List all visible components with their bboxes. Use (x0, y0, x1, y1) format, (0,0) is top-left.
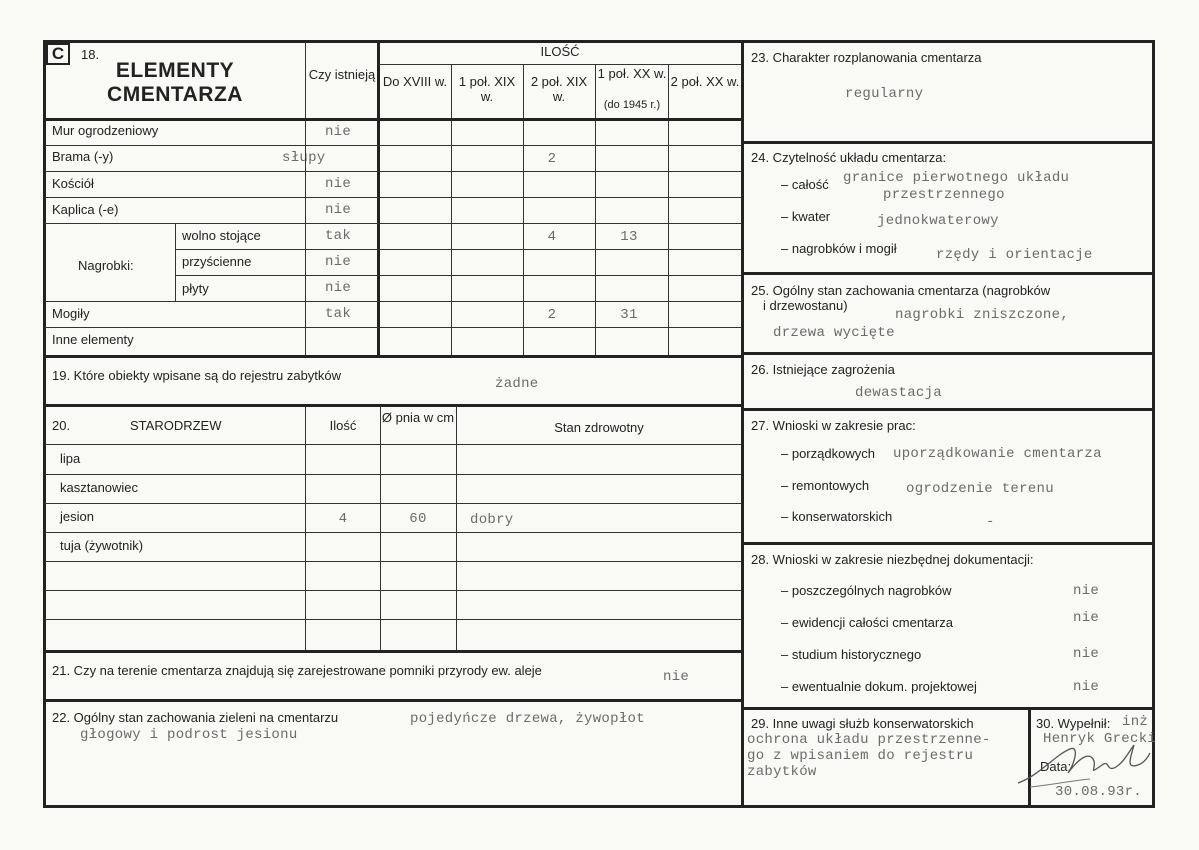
value-wolno-1pol-xx: 13 (620, 229, 638, 245)
grid-line (45, 171, 741, 172)
grid-line (45, 223, 741, 224)
grid-line (45, 327, 741, 328)
row-label-mogily: Mogiły (52, 306, 90, 321)
grid-line (377, 42, 380, 356)
q20-col-state: Stan zdrowotny (554, 420, 644, 435)
q28-item-3-value: nie (1073, 646, 1100, 662)
tree-jesion-state: dobry (470, 512, 514, 528)
grid-line (175, 223, 176, 302)
grid-line (45, 197, 741, 198)
q22-value-line2: głogowy i podrost jesionu (80, 727, 298, 743)
grid-line (45, 474, 741, 475)
q28-item-4-value: nie (1073, 679, 1100, 695)
grid-line (45, 619, 741, 620)
row-label-plyty: płyty (182, 281, 209, 296)
value-mur-exists: nie (324, 124, 352, 140)
q23-value: regularny (845, 86, 924, 102)
grid-line (45, 650, 741, 653)
q25-value-line2: drzewa wycięte (773, 325, 895, 341)
q30-name-line2: Henryk Grecki (1043, 731, 1157, 747)
q30-date-value: 30.08.93r. (1055, 784, 1143, 800)
grid-line (456, 406, 457, 651)
tree-name-tuja: tuja (żywotnik) (60, 538, 144, 553)
ilosc-header: ILOŚĆ (540, 44, 580, 59)
grid-line (743, 707, 1153, 710)
q27-kons-label: – konserwatorskich (781, 509, 893, 524)
q24-calosc-value2: przestrzennego (883, 187, 1005, 203)
q20-col-count: Ilość (329, 418, 357, 433)
grid-line (305, 406, 306, 651)
row-label-brama: Brama (-y) (52, 149, 114, 164)
grid-line (743, 542, 1153, 545)
q22-label: 22. Ogólny stan zachowania zieleni na cmentarzu (52, 710, 339, 725)
q19-value: żadne (495, 376, 539, 392)
grid-line (379, 64, 741, 65)
tree-name-jesion: jesion (60, 509, 94, 524)
value-kaplica-exists: nie (324, 202, 352, 218)
q19-label: 19. Które obiekty wpisane są do rejestru zabytków (52, 368, 342, 383)
section-title-line1: ELEMENTY (115, 59, 235, 82)
grid-line (743, 141, 1153, 144)
period-header-4-note: (do 1945 r.) (603, 99, 661, 111)
q27-rem-label: – remontowych (781, 478, 870, 493)
q24-nagrobkow-value: rzędy i orientacje (936, 247, 1093, 263)
q27-kons-value: - (986, 514, 995, 530)
q26-value: dewastacja (855, 385, 943, 401)
grid-line (743, 408, 1153, 411)
q25-value-line1: nagrobki zniszczone, (895, 307, 1070, 323)
grid-line (45, 503, 741, 504)
q30-label: 30. Wypełnił: (1036, 716, 1111, 731)
q28-item-1-label: – poszczególnych nagrobków (781, 583, 952, 598)
grid-line (668, 64, 669, 356)
q25-label-line2: i drzewostanu) (763, 298, 848, 313)
q28-item-2-label: – ewidencji całości cmentarza (781, 615, 953, 630)
value-wolno-exists: tak (324, 228, 352, 244)
grid-line (45, 590, 741, 591)
q27-porz-value: uporządkowanie cmentarza (893, 446, 1102, 462)
row-label-nagrobki: Nagrobki: (78, 258, 134, 273)
row-label-inne: Inne elementy (52, 332, 134, 347)
q29-value-line2: go z wpisaniem do rejestru (747, 748, 974, 764)
q28-item-2-value: nie (1073, 610, 1100, 626)
value-brama-exists: słupy (282, 150, 326, 166)
grid-line (451, 64, 452, 356)
grid-line (523, 64, 524, 356)
q29-value-line1: ochrona układu przestrzenne- (747, 732, 991, 748)
grid-line (175, 249, 741, 250)
grid-line (741, 42, 744, 808)
signature (1010, 735, 1155, 795)
q28-item-4-label: – ewentualnie dokum. projektowej (781, 679, 977, 694)
q28-item-3-label: – studium historycznego (781, 647, 922, 662)
grid-line (45, 699, 741, 702)
q26-label: 26. Istniejące zagrożenia (751, 362, 895, 377)
value-przyscienne-exists: nie (324, 254, 352, 270)
row-label-kosciol: Kościół (52, 176, 94, 191)
q21-value: nie (663, 669, 690, 685)
q27-rem-value: ogrodzenie terenu (906, 481, 1054, 497)
q24-kwater-value: jednokwaterowy (877, 213, 999, 229)
q24-kwater-label: – kwater (781, 209, 831, 224)
section-18-number: 18. (81, 47, 100, 62)
q22-value-line1: pojedyńcze drzewa, żywopłot (410, 711, 645, 727)
grid-line (45, 444, 741, 445)
row-label-mur: Mur ogrodzeniowy (52, 123, 159, 138)
grid-line (45, 301, 741, 302)
grid-line (45, 404, 741, 407)
section-title-line2: CMENTARZA (107, 83, 243, 106)
grid-line (743, 352, 1153, 355)
grid-line (743, 272, 1153, 275)
q23-label: 23. Charakter rozplanowania cmentarza (751, 50, 982, 65)
col-exists-header: Czy istnieją (308, 67, 376, 82)
q29-label: 29. Inne uwagi służb konserwatorskich (751, 716, 974, 731)
grid-line (595, 64, 596, 356)
q27-porz-label: – porządkowych (781, 446, 875, 461)
tree-name-lipa: lipa (60, 451, 81, 466)
value-kosciol-exists: nie (324, 176, 352, 192)
section-letter-box: C (46, 43, 70, 65)
q30-date-label: Data: (1040, 759, 1072, 774)
value-mogily-2pol-xix: 2 (547, 307, 557, 323)
row-label-przyscienne: przyścienne (182, 254, 252, 269)
grid-line (45, 355, 741, 358)
tree-jesion-count: 4 (338, 511, 348, 527)
period-header-1: Do XVIII w. (382, 74, 448, 89)
tree-name-kasztanowiec: kasztanowiec (60, 480, 139, 495)
row-label-wolno: wolno stojące (182, 228, 261, 243)
q25-label-line1: 25. Ogólny stan zachowania cmentarza (nagrobków (751, 283, 1051, 298)
period-header-5: 2 poł. XX w. (670, 74, 740, 89)
tree-jesion-diam: 60 (409, 511, 427, 527)
grid-line (45, 561, 741, 562)
value-wolno-2pol-xix: 4 (547, 229, 557, 245)
q24-calosc-label: – całość (781, 177, 829, 192)
q27-label: 27. Wnioski w zakresie prac: (751, 418, 916, 433)
q20-col-diam: Ø pnia w cm (381, 410, 455, 425)
period-header-2: 1 poł. XIX w. (458, 74, 516, 104)
q24-calosc-value1: granice pierwotnego układu (843, 170, 1070, 186)
period-header-4: 1 poł. XX w. (597, 66, 667, 81)
row-label-kaplica: Kaplica (-e) (52, 202, 119, 217)
q21-label: 21. Czy na terenie cmentarza znajdują się zarejestrowane pomniki przyrody ew. aleje (52, 663, 542, 678)
period-header-3: 2 poł. XIX w. (530, 74, 588, 104)
value-mogily-exists: tak (324, 306, 352, 322)
value-mogily-1pol-xx: 31 (620, 307, 638, 323)
grid-line (45, 145, 741, 146)
q24-nagrobkow-label: – nagrobków i mogił (781, 241, 897, 256)
q24-label: 24. Czytelność układu cmentarza: (751, 150, 947, 165)
q28-label: 28. Wnioski w zakresie niezbędnej dokumentacji: (751, 552, 1034, 567)
grid-line (45, 118, 741, 121)
grid-line (45, 532, 741, 533)
q30-name-line1: inż (1122, 714, 1149, 730)
value-brama-2pol-xix: 2 (547, 151, 557, 167)
grid-line (175, 275, 741, 276)
q28-item-1-value: nie (1073, 583, 1100, 599)
q29-value-line3: zabytków (747, 764, 817, 780)
q20-number: 20. (52, 418, 71, 433)
grid-line (305, 42, 306, 356)
grid-line (380, 406, 381, 651)
q20-title: STARODRZEW (130, 418, 222, 433)
value-plyty-exists: nie (324, 280, 352, 296)
